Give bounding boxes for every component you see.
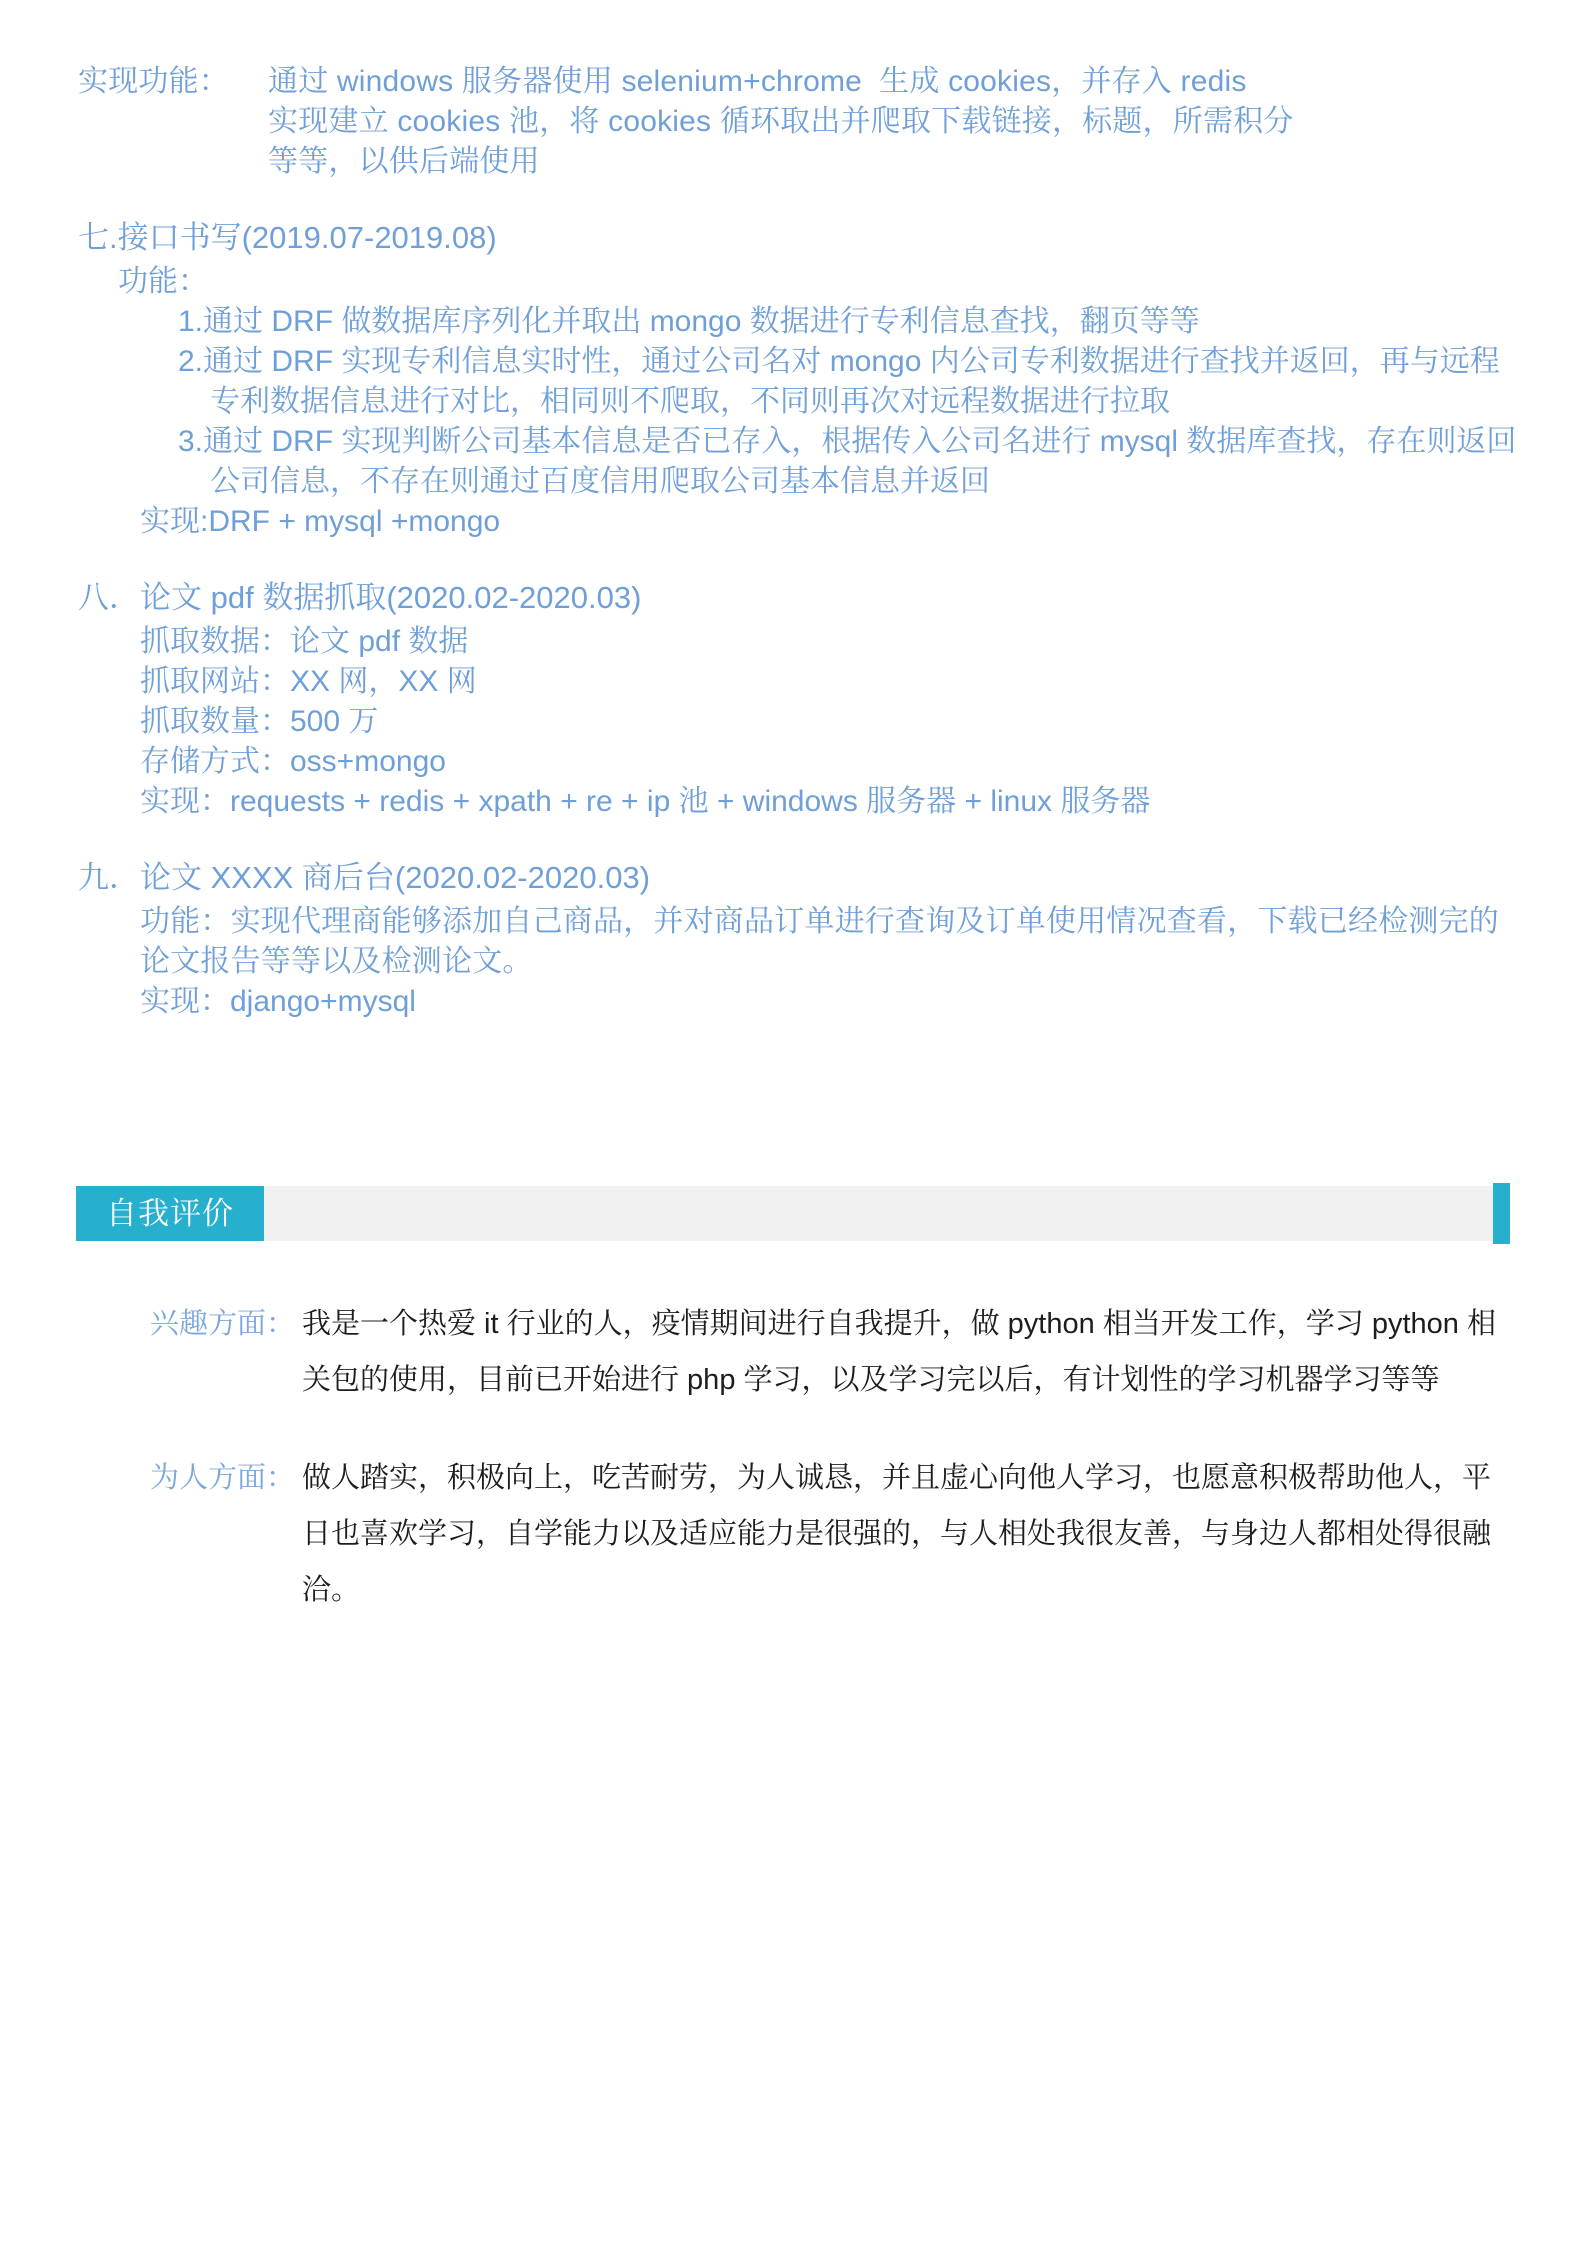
- self-evaluation-item-character-text: 做人踏实，积极向上，吃苦耐劳，为人诚恳，并且虚心向他人学习，也愿意积极帮助他人，平日也喜欢学习，自学能力以及适应能力是很强的，与人相处我很友善，与身边人都相处得很融洽。: [302, 1462, 1492, 1606]
- project-9-heading: 九．论文 XXXX 商后台(2020.02-2020.03): [78, 860, 651, 895]
- project-9-implementation: [140, 982, 1518, 1022]
- project-7-function-label: 功能：: [118, 265, 208, 298]
- project-8-detail-3-label: 抓取数量：: [140, 705, 290, 738]
- project-8-detail-4: [140, 742, 1518, 782]
- project-7-item-3-text: 通过 DRF 实现判断公司基本信息是否已存入，根据传入公司名进行 mysql 数据库查找，存在则返回公司信息，不存在则通过百度信用爬取公司基本信息并返回: [203, 425, 1517, 498]
- project-9-paragraph-text: 实现代理商能够添加自己商品，并对商品订单进行查询及订单使用情况查看，下载已经检测完的论文报告等等以及检测论文。: [140, 905, 1500, 978]
- project-8-detail-5-label: 实现：: [140, 785, 230, 818]
- project-8-detail-4-label: 存储方式：: [140, 745, 290, 778]
- project-9-paragraph-label: 功能：: [140, 905, 231, 938]
- cookies-impl-text-1: 通过 windows 服务器使用 selenium+chrome 生成 cookies，并存入 redis: [268, 65, 1247, 98]
- project-9-implementation-label: 实现：: [140, 985, 230, 1018]
- banner-title: 自我评价: [76, 1186, 264, 1241]
- project-7-item-2-text: 通过 DRF 实现专利信息实时性，通过公司名对 mongo 内公司专利数据进行查找并返回，再与远程专利数据信息进行对比，相同则不爬取，不同则再次对远程数据进行拉取: [203, 345, 1500, 418]
- project-7-item-3: [178, 422, 1518, 502]
- project-7-implementation: 实现:DRF + mysql +mongo: [140, 505, 501, 538]
- project-8-detail-2: [140, 662, 1518, 702]
- project-7-item-1: [178, 302, 1518, 342]
- self-evaluation-item-interest-text: 我是一个热爱 it 行业的人，疫情期间进行自我提升，做 python 相当开发工作，学习 python 相关包的使用，目前已开始进行 php 学习，以及学习完以后，有计划性的学习机器学习等等: [302, 1308, 1496, 1396]
- self-evaluation-item-character: [150, 1450, 1510, 1618]
- banner-accent-bar: [1493, 1183, 1510, 1244]
- cookies-line-3: [78, 142, 1518, 182]
- project-section-9: [78, 856, 1518, 1022]
- cookies-line-1: [78, 62, 1518, 102]
- project-7-item-1-text: 通过 DRF 做数据库序列化并取出 mongo 数据进行专利信息查找，翻页等等: [203, 305, 1200, 338]
- project-7-item-2: [178, 342, 1518, 422]
- project-8-detail-1: [140, 622, 1518, 662]
- project-8-detail-4-value: oss+mongo: [290, 745, 446, 778]
- project-8-detail-2-label: 抓取网站：: [140, 665, 290, 698]
- project-8-heading: 八．论文 pdf 数据抓取(2020.02-2020.03): [78, 580, 642, 615]
- project-8-detail-3-value: 500 万: [290, 705, 379, 738]
- project-7-item-3-number: 3.: [178, 425, 204, 458]
- cookies-impl-text-2: 实现建立 cookies 池，将 cookies 循环取出并爬取下载链接，标题，所需积分: [268, 105, 1294, 138]
- self-evaluation-body: [150, 1296, 1510, 1660]
- project-section-7: [78, 216, 1518, 542]
- project-7-heading: 七.接口书写(2019.07-2019.08): [78, 220, 497, 255]
- cookies-implementation-block: [78, 62, 1518, 182]
- project-section-8: [78, 576, 1518, 822]
- project-9-paragraph: [78, 902, 1518, 982]
- cookies-impl-text-3: 等等，以供后端使用: [268, 145, 540, 178]
- experience-section: [78, 62, 1518, 1022]
- self-evaluation-item-interest: [150, 1296, 1510, 1408]
- project-8-detail-2-value: XX 网，XX 网: [290, 665, 477, 698]
- project-7-item-list: [78, 302, 1518, 502]
- project-7-item-2-number: 2.: [178, 345, 204, 378]
- project-9-implementation-value: django+mysql: [230, 985, 416, 1018]
- project-8-detail-5: [140, 782, 1518, 822]
- project-8-detail-5-value: requests + redis + xpath + re + ip 池 + windows 服务器 + linux 服务器: [230, 785, 1151, 818]
- project-8-detail-1-value: 论文 pdf 数据: [290, 625, 469, 658]
- project-8-detail-1-label: 抓取数据：: [140, 625, 290, 658]
- self-evaluation-item-interest-label: 兴趣方面：: [150, 1308, 296, 1340]
- banner-background-bar: [76, 1186, 1510, 1241]
- self-evaluation-banner: [76, 1186, 1510, 1241]
- cookies-impl-label: 实现功能：: [78, 65, 229, 98]
- project-8-detail-3: [140, 702, 1518, 742]
- self-evaluation-item-character-label: 为人方面：: [150, 1462, 296, 1494]
- project-7-item-1-number: 1.: [178, 305, 204, 338]
- cookies-line-2: [78, 102, 1518, 142]
